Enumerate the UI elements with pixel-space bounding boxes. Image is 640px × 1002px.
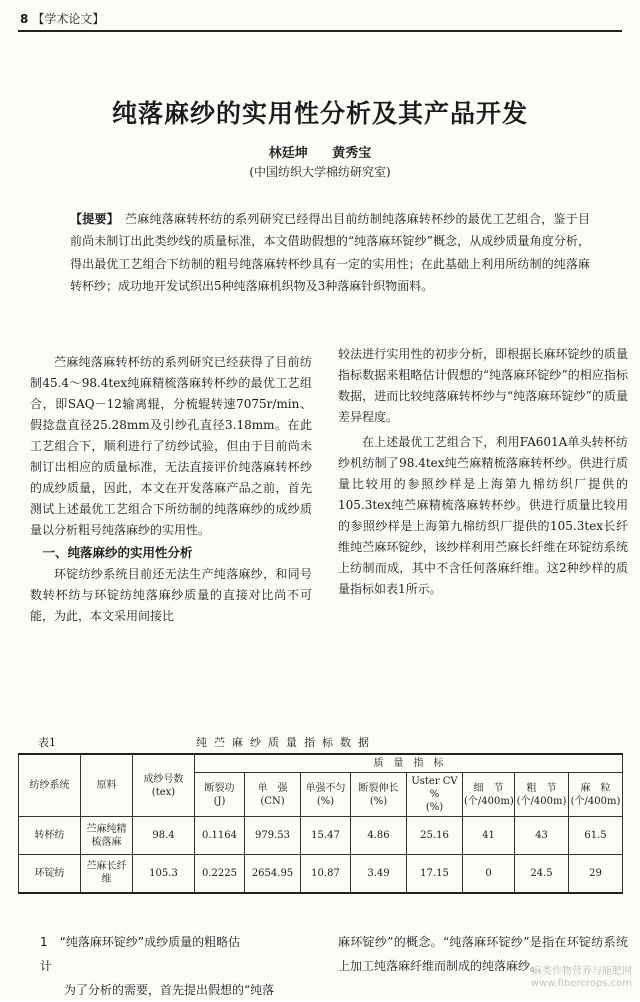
body-column-left bbox=[30, 352, 312, 627]
cell-value: 0.1164 bbox=[195, 817, 245, 855]
table-header-row bbox=[19, 754, 623, 773]
cell-value: 979.53 bbox=[245, 817, 301, 855]
metric-header: 单 强 (CN) bbox=[245, 773, 301, 817]
abstract bbox=[70, 208, 590, 298]
body-paragraph: 麻环锭纱”的概念。“纯落麻环锭纱”是指在环锭纺系统上加工纯落麻纤维而制成的纯落麻纱。 bbox=[338, 935, 628, 973]
metric-header: 麻 粒 (个/400m) bbox=[569, 773, 623, 817]
subsection-heading: 1 “纯落麻环锭纱”成纱质量的粗略估 bbox=[40, 935, 241, 949]
quality-table bbox=[18, 753, 623, 894]
body-column-right bbox=[338, 344, 628, 600]
table-row bbox=[19, 817, 623, 855]
cell-value: 4.86 bbox=[351, 817, 407, 855]
cell-material: 苎麻长纤维 bbox=[81, 855, 133, 893]
cell-value: 43 bbox=[515, 817, 569, 855]
cell-value: 61.5 bbox=[569, 817, 623, 855]
cell-value: 0.2225 bbox=[195, 855, 245, 893]
table-number: 表1 bbox=[38, 736, 56, 749]
header-material: 原料 bbox=[81, 754, 133, 817]
cell-value: 3.49 bbox=[351, 855, 407, 893]
cell-value: 10.87 bbox=[301, 855, 351, 893]
body-paragraph: 苎麻纯落麻转杯纺的系列研究已经获得了目前纺制45.4～98.4tex纯麻精梳落麻转杯纱的最优工艺组合，即SAQ－12输离辊，分梳辊转速7075r/min、假捻盘直径25.28mm及引纱孔直径3.18mm。在此工艺组合下，顺利进行了纺纱试验，但由于目前尚未制订出相应的质量标准，无法直接评价纯落麻转杯纱的成纱质量，因此，本文在开发落麻产品之前，首先测试上述最优工艺组合下所纺制的纯落麻纱的成纱质量以分析粗号纯落麻纱的实用性。 bbox=[30, 355, 312, 537]
cell-value: 0 bbox=[463, 855, 515, 893]
metric-header: 断裂功 (J) bbox=[195, 773, 245, 817]
cell-value: 2654.95 bbox=[245, 855, 301, 893]
table-row bbox=[19, 855, 623, 893]
metric-header: 断裂伸长 (%) bbox=[351, 773, 407, 817]
cell-count: 98.4 bbox=[133, 817, 195, 855]
bottom-column-left bbox=[40, 930, 330, 1002]
cell-value: 15.47 bbox=[301, 817, 351, 855]
metric-header: Uster CV % (%) bbox=[407, 773, 463, 817]
body-paragraph: 环锭纺纱系统目前还无法生产纯落麻纱，和同号数转杯纺与环锭纺纯落麻纱质量的直接对比尚不可能，为此，本文采用间接比 bbox=[30, 567, 312, 623]
affiliation: (中国纺织大学棉纺研究室) bbox=[249, 165, 391, 179]
metric-header: 细 节 (个/400m) bbox=[463, 773, 515, 817]
author-name: 黄秀宝 bbox=[332, 146, 372, 161]
metric-header: 单强不匀 (%) bbox=[301, 773, 351, 817]
author-name: 林廷坤 bbox=[268, 146, 308, 161]
header-rule bbox=[18, 30, 622, 32]
table-caption: 纯苎麻纱质量指标数据 bbox=[196, 736, 376, 749]
body-paragraph: 为了分析的需要，首先提出假想的“纯落 bbox=[64, 983, 275, 997]
cell-value: 24.5 bbox=[515, 855, 569, 893]
header-quality-group: 质 量 指 标 bbox=[195, 754, 623, 773]
cell-value: 25.16 bbox=[407, 817, 463, 855]
cell-count: 105.3 bbox=[133, 855, 195, 893]
author-list bbox=[0, 142, 640, 161]
cell-value: 17.15 bbox=[407, 855, 463, 893]
abstract-label: 【提要】 bbox=[70, 212, 119, 226]
body-paragraph: 在上述最优工艺组合下，利用FA601A单头转杯纺纱机纺制了98.4tex纯苎麻精梳落麻转杯纱。供进行质量比较用的参照纱样是上海第九棉纺织厂提供的105.3tex纯苎麻精梳落麻转杯纱。供进行质量比较用的参照纱样是上海第九棉纺织厂提供的105.3tex长纤维纯苎麻环锭纱，该纱样利用苎麻长纤维在环锭纺系统上纺制而成，其中不含任何落麻纤维。这2种纱样的质量指标如表1所示。 bbox=[338, 435, 628, 596]
running-header bbox=[20, 10, 104, 27]
watermark-text: 麻类作物营养与施肥网 bbox=[532, 966, 632, 977]
section-heading: 一、纯落麻纱的实用性分析 bbox=[42, 545, 193, 560]
cell-system: 环锭纺 bbox=[19, 855, 81, 893]
cell-system: 转杯纺 bbox=[19, 817, 81, 855]
body-paragraph: 较法进行实用性的初步分析，即根据长麻环锭纱的质量指标数据来粗略估计假想的“纯落麻环锭纱”的相应指标数据，进而比较纯落麻转杯纱与“纯落麻环锭纱”的质量差异程度。 bbox=[338, 347, 628, 424]
header-count: 成纱号数 (tex) bbox=[133, 754, 195, 817]
cell-material: 苎麻纯精梳落麻 bbox=[81, 817, 133, 855]
page-number: 8 bbox=[20, 12, 29, 26]
abstract-text: 苎麻纯落麻转杯纺的系列研究已经得出目前纺制纯落麻转杯纱的最优工艺组合，鉴于目前尚未制订出此类纱线的质量标准，本文借助假想的“纯落麻环锭纱”概念，从成纱质量角度分析，得出最优工艺组合下纺制的粗号纯落麻转杯纱具有一定的实用性；在此基础上利用所纺制的纯落麻转杯纱；成功地开发试织出5种纯落麻机织物及3种落麻针织物面料。 bbox=[70, 212, 590, 294]
watermark-url: www.fibercrops.com bbox=[530, 978, 632, 989]
cell-value: 29 bbox=[569, 855, 623, 893]
paper-title: 纯落麻纱的实用性分析及其产品开发 bbox=[111, 99, 528, 128]
header-section: 【学术论文】 bbox=[32, 12, 105, 26]
subsection-heading-cont: 计 bbox=[40, 959, 53, 973]
metric-header: 粗 节 (个/400m) bbox=[515, 773, 569, 817]
cell-value: 41 bbox=[463, 817, 515, 855]
header-system: 纺纱系统 bbox=[19, 754, 81, 817]
